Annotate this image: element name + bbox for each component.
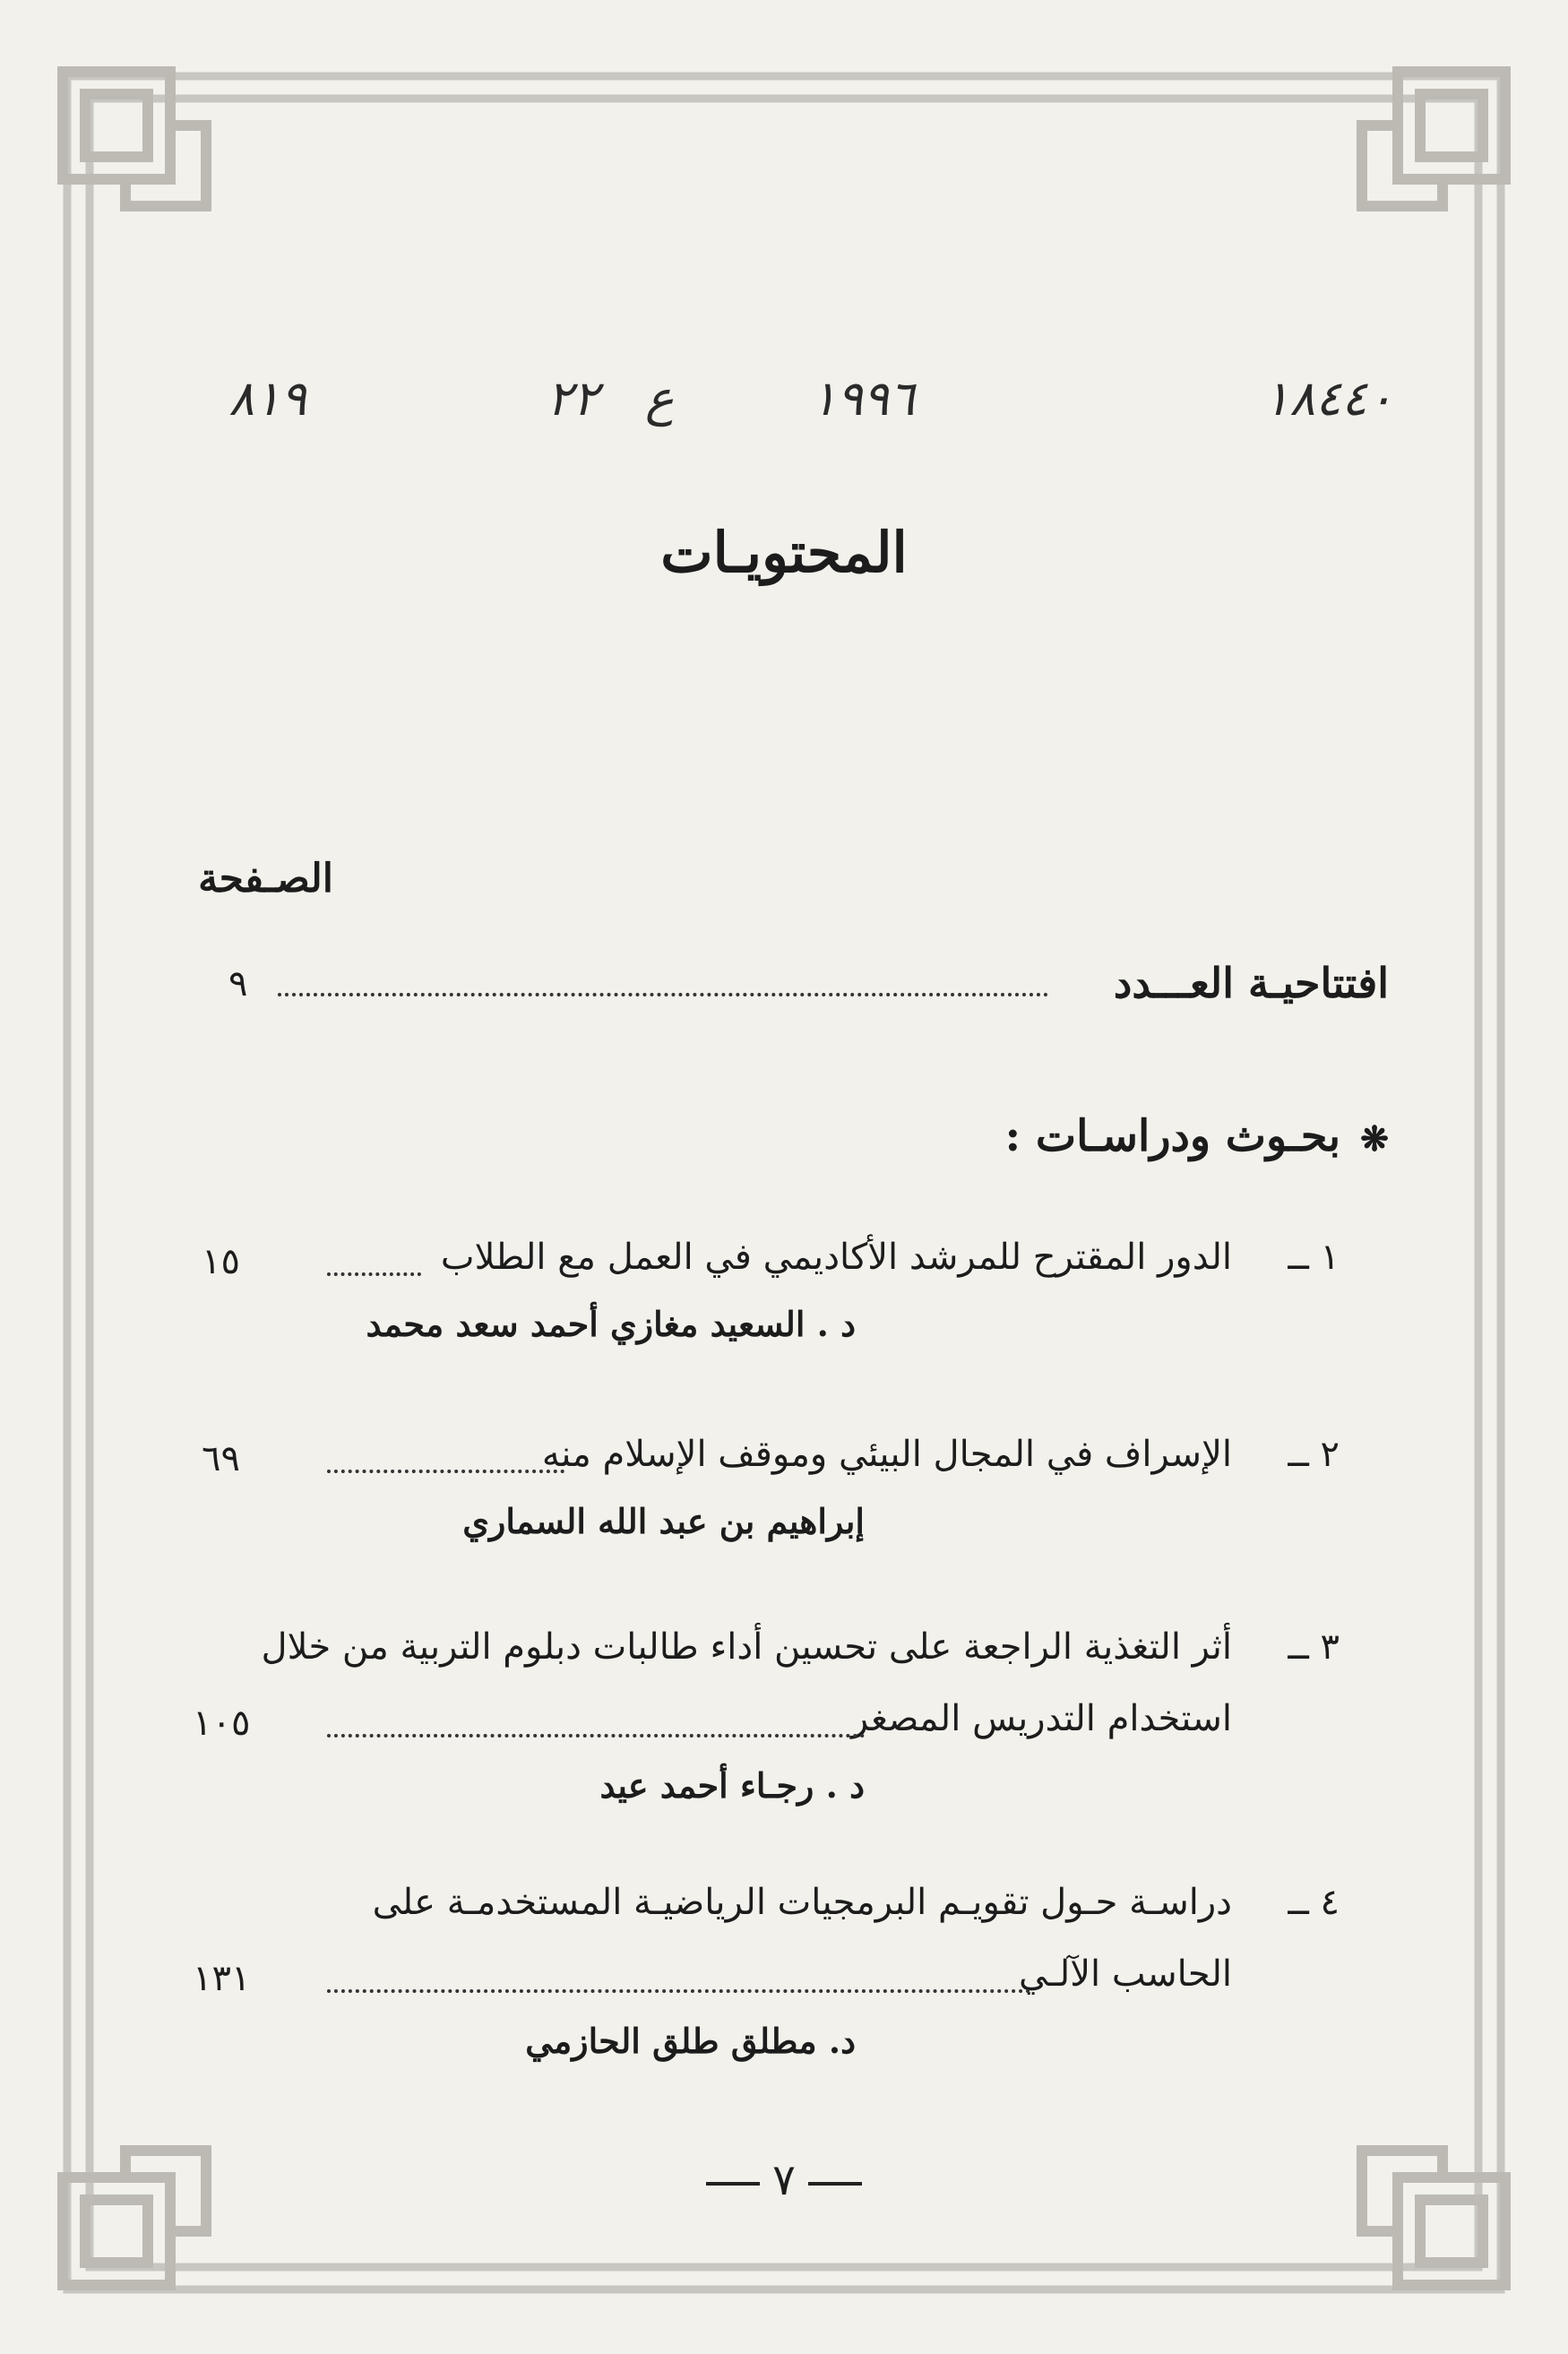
entry-4-title-line-2: الحاسب الآلـي: [1019, 1953, 1232, 1995]
corner-ornament-tr: [1362, 72, 1505, 206]
entry-4-page-number: ١٣١: [193, 1958, 251, 1999]
entry-3-leader-dots: [327, 1734, 865, 1737]
editorial-label: افتتاحيـة العـــدد: [1113, 959, 1389, 1007]
entry-3-page-number: ١٠٥: [193, 1703, 251, 1744]
star-icon: ❋: [1360, 1118, 1389, 1159]
entry-2-leader-dots: [327, 1470, 564, 1473]
entry-3-title-line-1: أثر التغذية الراجعة على تحسين أداء طالبات دبلوم التربية من خلال: [261, 1626, 1232, 1668]
entry-4-title-line-1: دراسـة حـول تقويـم البرمجيات الرياضيـة المستخدمـة على: [372, 1882, 1232, 1923]
entry-4-author: د. مطلق طلق الحازمي: [525, 2021, 856, 2061]
entry-1-page-number: ١٥: [202, 1241, 240, 1282]
page-title: المحتويـات: [660, 520, 908, 585]
entry-3-title-line-2: استخدام التدريس المصغر: [850, 1698, 1232, 1739]
handwritten-note-a: ٨١٩: [228, 370, 307, 427]
handwritten-note-b: ٢٢: [547, 370, 599, 427]
corner-ornament-tl: [63, 72, 206, 206]
entry-3-number: ٣ ــ: [1288, 1626, 1340, 1668]
editorial-leader-dots: [278, 993, 1048, 996]
page-column-header: الصـفحة: [198, 856, 333, 901]
entry-4-leader-dots: [327, 1989, 1030, 1993]
editorial-page-number: ٩: [228, 963, 248, 1005]
section-heading: [1004, 1111, 1389, 1161]
footer-page-number: [0, 2155, 1568, 2205]
entry-1-leader-dots: [327, 1272, 421, 1276]
entry-2-number: ٢ ــ: [1288, 1434, 1340, 1475]
entry-2-author: إبراهيم بن عبد الله السماري: [462, 1501, 865, 1541]
entry-2-page-number: ٦٩: [202, 1438, 240, 1479]
handwritten-note-d: ١٩٩٦: [811, 370, 916, 427]
handwritten-note-e: ١٨٤٤٠: [1263, 370, 1394, 427]
entry-1-number: ١ ــ: [1288, 1237, 1340, 1278]
entry-2-title: الإسراف في المجال البيئي وموقف الإسلام منه: [541, 1434, 1232, 1475]
footer-dash-right: [706, 2182, 760, 2186]
section-heading-label: بحـوث ودراسـات :: [1004, 1111, 1341, 1161]
entry-3-author: د . رجـاء أحمد عيد: [599, 1765, 865, 1806]
entry-4-number: ٤ ــ: [1288, 1882, 1340, 1923]
entry-1-author: د . السعيد مغازي أحمد سعد محمد: [366, 1304, 856, 1344]
handwritten-note-c: ع: [645, 370, 675, 427]
footer-dash-left: [808, 2182, 862, 2186]
footer-page-number-value: ٧: [772, 2155, 796, 2205]
entry-1-title: الدور المقترح للمرشد الأكاديمي في العمل مع الطلاب: [440, 1237, 1232, 1278]
